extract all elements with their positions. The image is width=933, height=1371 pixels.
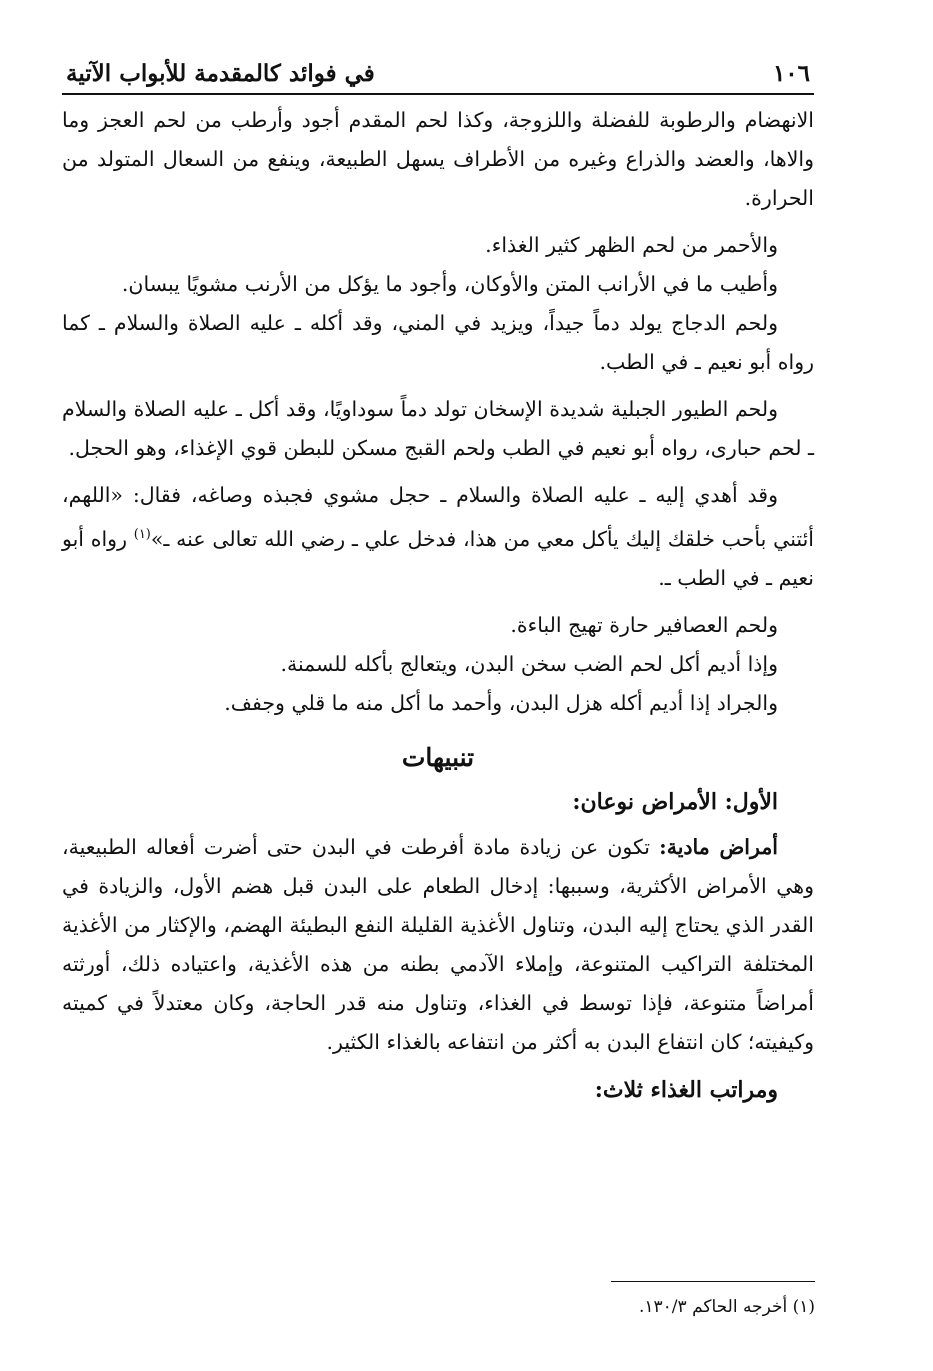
header-divider bbox=[62, 93, 814, 95]
material-diseases-lead: أمراض مادية: bbox=[659, 834, 778, 859]
running-title: في فوائد كالمقدمة للأبواب الآتية bbox=[66, 60, 375, 87]
book-page bbox=[62, 60, 814, 1116]
paragraph-partridge-hadith bbox=[62, 476, 814, 598]
footnote-divider bbox=[611, 1281, 815, 1282]
page-number: ١٠٦ bbox=[772, 60, 810, 87]
paragraph-rabbit: وأطيب ما في الأرانب المتن والأوكان، وأجود ما يؤكل من الأرنب مشويًا يبسان. bbox=[121, 272, 778, 296]
section-title: تنبيهات bbox=[401, 742, 475, 772]
paragraph-back-meat: والأحمر من لحم الظهر كثير الغذاء. bbox=[485, 233, 778, 257]
paragraph-material-diseases bbox=[62, 828, 814, 1062]
paragraph-sparrows: ولحم العصافير حارة تهيج الباءة. bbox=[510, 612, 778, 637]
page-header bbox=[62, 60, 814, 93]
paragraph-continuation: الانهضام والرطوبة للفضلة واللزوجة، وكذا لحم المقدم أجود وأرطب من لحم العجز وما والاها، والعضد والذراع وغيره من الأطراف يسهل الطبيعة، وينفع من السعال المتولد من الحرارة. bbox=[62, 108, 814, 210]
material-diseases-text: تكون عن زيادة مادة أفرطت في البدن حتى أضرت أفعاله الطبيعية، وهي الأمراض الأكثرية، وسببها: إدخال الطعام على البدن قبل هضم الأول، والزيادة في القدر الذي يحتاج إليه البدن، وتناول الأغذية القليلة النفع البطيئة الهضم، والإكثار من الأغذية المختلفة التراكيب المتنوعة، وإملاء الآدمي بطنه من هذه الأغذية، واعتياده ذلك، أورثته أمراضاً متنوعة، فإذا توسط في الغذاء، وتناول منه قدر الحاجة، وكان معتدلاً في كميته وكيفيته؛ كان انتفاع البدن به أكثر من انتفاعه بالغذاء الكثير. bbox=[62, 834, 814, 1054]
hadith-text: وقد أهدي إليه ـ عليه الصلاة والسلام ـ حجل مشوي فجبذه وصاغه، فقال: «اللهم، أئتني بأحب خلقك إليك يأكل معي من هذا، فدخل علي ـ رضي الله تعالى عنه ـ» bbox=[62, 483, 814, 551]
hadith-source: رواه أبو نعيم ـ في الطب ـ. bbox=[62, 526, 814, 590]
paragraph-chicken: ولحم الدجاج يولد دماً جيداً، ويزيد في المني، وقد أكله ـ عليه الصلاة والسلام ـ كما رواه أبو نعيم ـ في الطب. bbox=[62, 311, 814, 374]
paragraph-locust: والجراد إذا أديم أكله هزل البدن، وأحمد ما أكل منه ما قلي وجفف. bbox=[224, 690, 778, 715]
footnote: (١) أخرجه الحاكم ١٣٠/٣. bbox=[639, 1297, 815, 1317]
second-subheading: ومراتب الغذاء ثلاث: bbox=[594, 1076, 778, 1103]
first-subheading: الأول: الأمراض نوعان: bbox=[572, 788, 778, 815]
paragraph-lizard: وإذا أديم أكل لحم الضب سخن البدن، ويتعالج بأكله للسمنة. bbox=[280, 651, 778, 676]
footnote-reference: (١) bbox=[133, 527, 151, 542]
paragraph-mountain-birds: ولحم الطيور الجبلية شديدة الإسخان تولد دماً سوداويًا، وقد أكل ـ عليه الصلاة والسلام ـ لحم حبارى، رواه أبو نعيم في الطب ولحم القبج مسكن للبطن قوي الإغذاء، وهو الحجل. bbox=[62, 397, 814, 460]
